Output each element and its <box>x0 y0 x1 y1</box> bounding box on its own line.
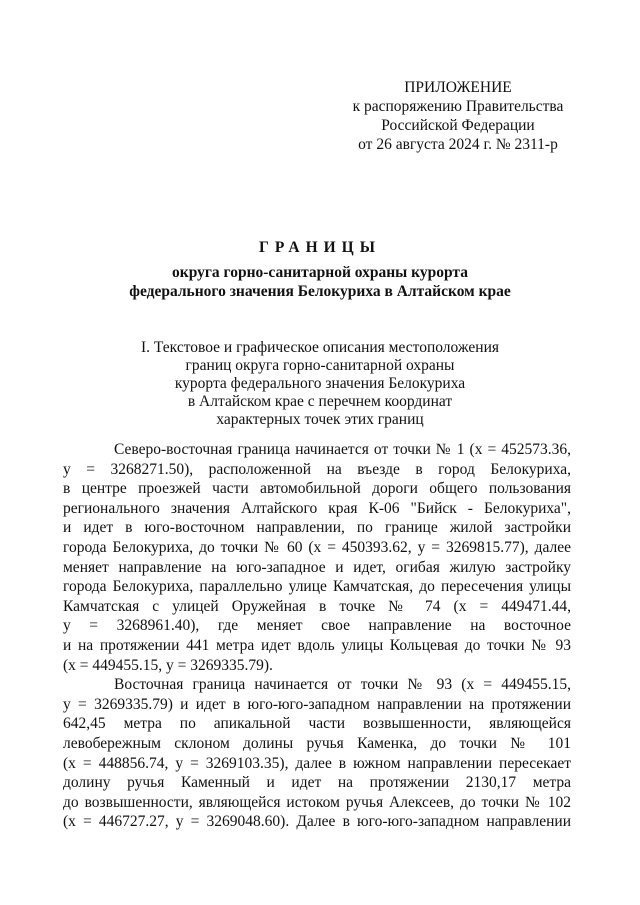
subtitle-line: федерального значения Белокуриха в Алтайском крае <box>129 283 511 300</box>
appendix-date-number: от 26 августа 2024 г. № 2311-р <box>358 136 558 153</box>
appendix-header <box>340 78 576 154</box>
section-heading-line: курорта федерального значения Белокуриха <box>174 375 466 392</box>
text-line: левобережным склоном долины ручья Каменка, до точки № 101 <box>63 734 571 752</box>
section-heading <box>0 339 640 429</box>
text-line: (x = 448856.74, y = 3269103.35), далее в южном направлении пересекает <box>63 754 571 772</box>
text-line: долину ручья Каменный и идет на протяжении 2130,17 метра <box>63 774 571 792</box>
paragraph-east-boundary <box>63 675 571 832</box>
paragraph-northeast-boundary <box>63 440 571 675</box>
text-line: (x = 449455.15, y = 3269335.79). <box>63 656 273 674</box>
section-heading-line: характерных точек этих границ <box>216 411 424 428</box>
text-line: до возвышенности, являющейся истоком ручья Алексеев, до точки № 102 <box>63 793 571 811</box>
section-heading-line: I. Текстовое и графическое описания местоположения <box>141 339 499 356</box>
subtitle-line: округа горно-санитарной охраны курорта <box>172 264 468 281</box>
text-line: города Белокуриха, параллельно улице Камчатская, до пересечения улицы <box>63 578 571 596</box>
text-line: и на протяжении 441 метра идет вдоль улицы Кольцевая до точки № 93 <box>63 636 571 654</box>
text-line: y = 3268961.40), где меняет свое направление на восточное <box>63 617 571 635</box>
appendix-line: Российской Федерации <box>381 117 535 134</box>
text-line: y = 3268271.50), расположенной на въезде в город Белокуриха, <box>63 460 571 478</box>
text-line: и идет в юго-восточном направлении, по границе жилой застройки <box>63 519 571 537</box>
text-line: в центре проезжей части автомобильной дороги общего пользования <box>63 480 571 498</box>
text-line: 642,45 метра по апикальной части возвышенности, являющейся <box>63 715 571 733</box>
text-line: Северо-восточная граница начинается от точки № 1 (x = 452573.36, <box>114 441 571 458</box>
section-heading-line: границ округа горно-санитарной охраны <box>185 357 455 374</box>
appendix-label: ПРИЛОЖЕНИЕ <box>404 79 512 96</box>
text-line: меняет направление на юго-западное и идет, огибая жилую застройку <box>63 558 571 576</box>
text-line: Восточная граница начинается от точки № 93 (x = 449455.15, <box>114 676 571 694</box>
document-title: ГРАНИЦЫ <box>259 239 381 256</box>
text-line: регионального значения Алтайского края К-06 "Бийск - Белокуриха", <box>63 499 571 517</box>
appendix-line: к распоряжению Правительства <box>352 98 564 115</box>
text-line: y = 3269335.79) и идет в юго-юго-западном направлении на протяжении <box>63 695 571 713</box>
text-line: Камчатская с улицей Оружейная в точке № 74 (x = 449471.44, <box>63 597 571 615</box>
body-text <box>63 440 571 832</box>
document-subtitle <box>0 263 640 301</box>
section-heading-line: в Алтайском крае с перечнем координат <box>187 393 453 410</box>
text-line: города Белокуриха, до точки № 60 (x = 450393.62, y = 3269815.77), далее <box>63 538 571 556</box>
text-line: (x = 446727.27, y = 3269048.60). Далее в юго-юго-западном направлении <box>63 813 571 831</box>
